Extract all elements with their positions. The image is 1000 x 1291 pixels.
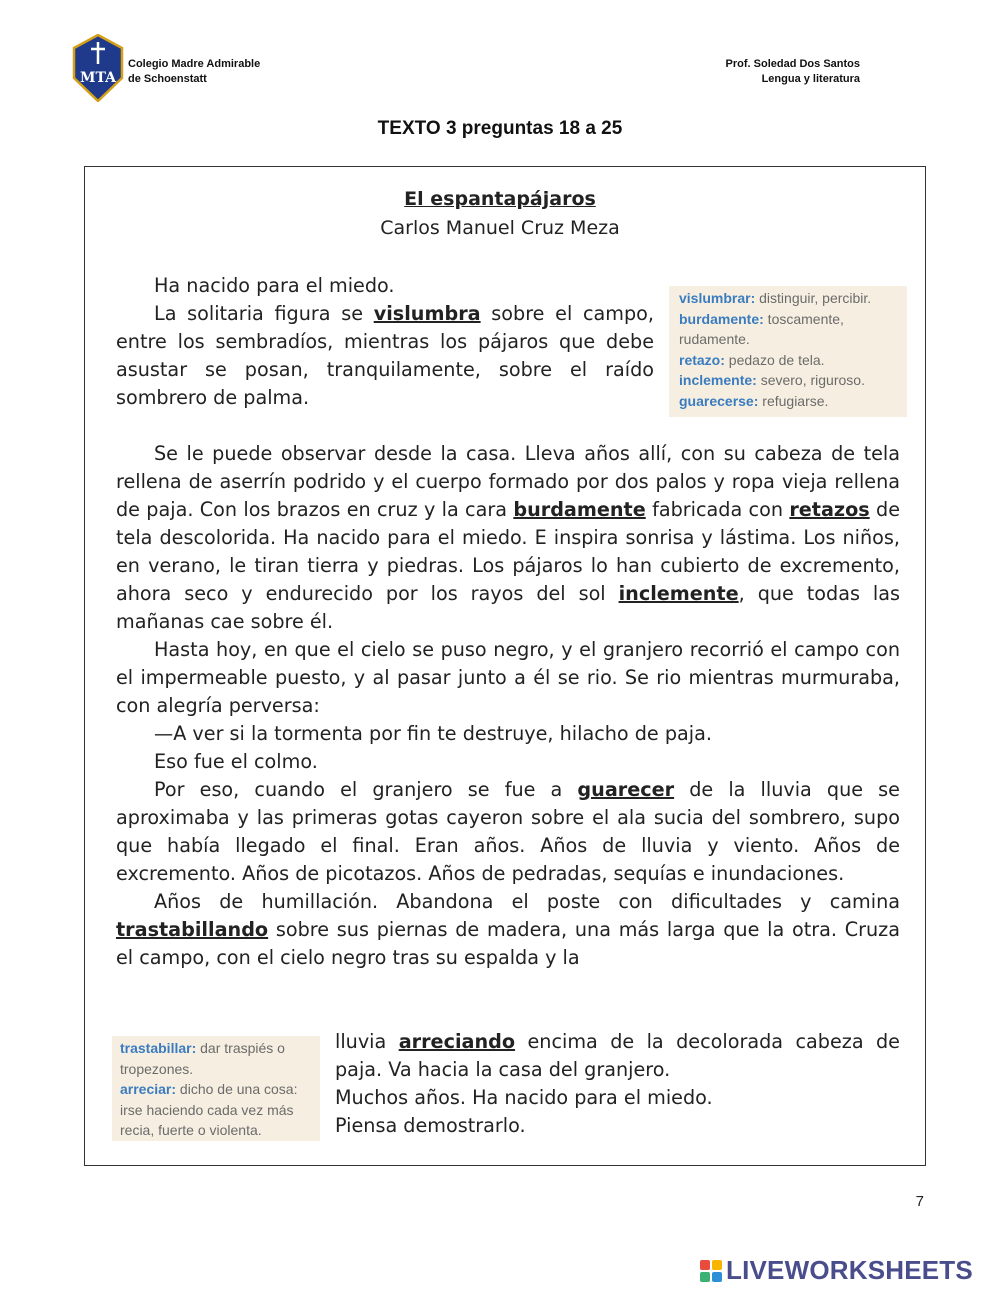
paragraph: Ha nacido para el miedo. — [154, 274, 395, 297]
section-title: TEXTO 3 preguntas 18 a 25 — [377, 118, 623, 139]
subject-name: Lengua y literatura — [761, 73, 860, 85]
paragraph: —A ver si la tormenta por fin te destruye, hilacho de paja. — [154, 722, 712, 745]
school-name-line2: de Schoenstatt — [128, 73, 207, 85]
page-number: 7 — [915, 1193, 924, 1210]
keyword-burdamente: burdamente — [513, 498, 646, 521]
story-block-3 — [335, 1028, 900, 1140]
school-logo — [72, 34, 124, 102]
glossary-entry: inclemente: severo, riguroso. — [679, 372, 865, 388]
paragraph: Piensa demostrarlo. — [335, 1114, 526, 1137]
glossary-entry: guarecerse: refugiarse. — [679, 392, 829, 409]
keyword-vislumbra: vislumbra — [373, 302, 481, 325]
glossary-box-bottom — [112, 1036, 320, 1141]
school-name-line1: Colegio Madre Admirable — [128, 58, 261, 70]
paragraph: lluvia arreciando encima de la decolorada cabeza de paja. Va hacia la casa del granjero. — [335, 1030, 900, 1081]
paragraph: Años de humillación. Abandona el poste con dificultades y camina trastabillando sobre sus piernas de madera, una más larga que la otra. Cruza el campo, con el cielo negro tras su espalda y la — [116, 890, 900, 969]
glossary-entry: arreciar: dicho de una cosa: irse haciendo cada vez más recia, fuerte o violenta. — [120, 1081, 298, 1138]
glossary-entry: burdamente: toscamente, rudamente. — [679, 310, 844, 347]
glossary-entry: trastabillar: dar traspiés o tropezones. — [120, 1040, 285, 1077]
keyword-inclemente: inclemente — [618, 582, 739, 605]
paragraph: Por eso, cuando el granjero se fue a guarecer de la lluvia que se aproximaba y las primeras gotas cayeron sobre el ala sucia del sombrero, supo que había llegado el final. Eran años. Años de lluvia y viento. Años de excremento. Años de picotazos. Años de pedradas, sequías e inundaciones. — [116, 778, 900, 885]
keyword-trastabillando: trastabillando — [116, 918, 269, 941]
logo-letters: MTA — [79, 70, 117, 86]
liveworksheets-logo — [700, 1255, 973, 1286]
glossary-box-top — [669, 286, 907, 417]
paragraph: Eso fue el colmo. — [154, 750, 318, 773]
keyword-retazos: retazos — [789, 498, 870, 521]
brand-name: LIVEWORKSHEETS — [726, 1255, 973, 1285]
story-author: Carlos Manuel Cruz Meza — [380, 217, 620, 239]
paragraph: La solitaria figura se vislumbra sobre el campo, entre los sembradíos, mientras los pájaros que debe asustar se posan, tranquilamente, sobre el raído sombrero de palma. — [116, 302, 654, 409]
paragraph: Se le puede observar desde la casa. Lleva años allí, con su cabeza de tela rellena de aserrín podrido y el cuerpo formado por dos palos y ropa vieja rellena de paja. Con los brazos en cruz y la cara burdamente fabricada con retazos de tela descolorida. Ha nacido para el miedo. E inspira sonrisa y lástima. Los niños, en verano, le tiran tierra y piedras. Los pájaros lo han cubierto de excremento, ahora seco y endurecido por los rayos del sol inclemente, que todas las mañanas cae sobre él. — [116, 442, 901, 633]
school-name — [128, 57, 260, 87]
story-block-1 — [116, 272, 654, 412]
keyword-guarecer: guarecer — [577, 778, 675, 801]
paragraph: Muchos años. Ha nacido para el miedo. — [335, 1086, 713, 1109]
story-title: El espantapájaros — [404, 188, 596, 210]
glossary-entry: retazo: pedazo de tela. — [679, 351, 825, 368]
keyword-arreciando: arreciando — [398, 1030, 516, 1053]
story-block-2 — [116, 440, 900, 972]
brand-squares-icon — [700, 1260, 722, 1282]
glossary-entry: vislumbrar: distinguir, percibir. — [679, 290, 872, 306]
paragraph: Hasta hoy, en que el cielo se puso negro, y el granjero recorrió el campo con el impermeable puesto, y al pasar junto a él se rio. Se rio mientras murmuraba, con alegría perversa: — [116, 638, 900, 717]
teacher-info — [726, 57, 860, 87]
teacher-name: Prof. Soledad Dos Santos — [725, 58, 860, 70]
